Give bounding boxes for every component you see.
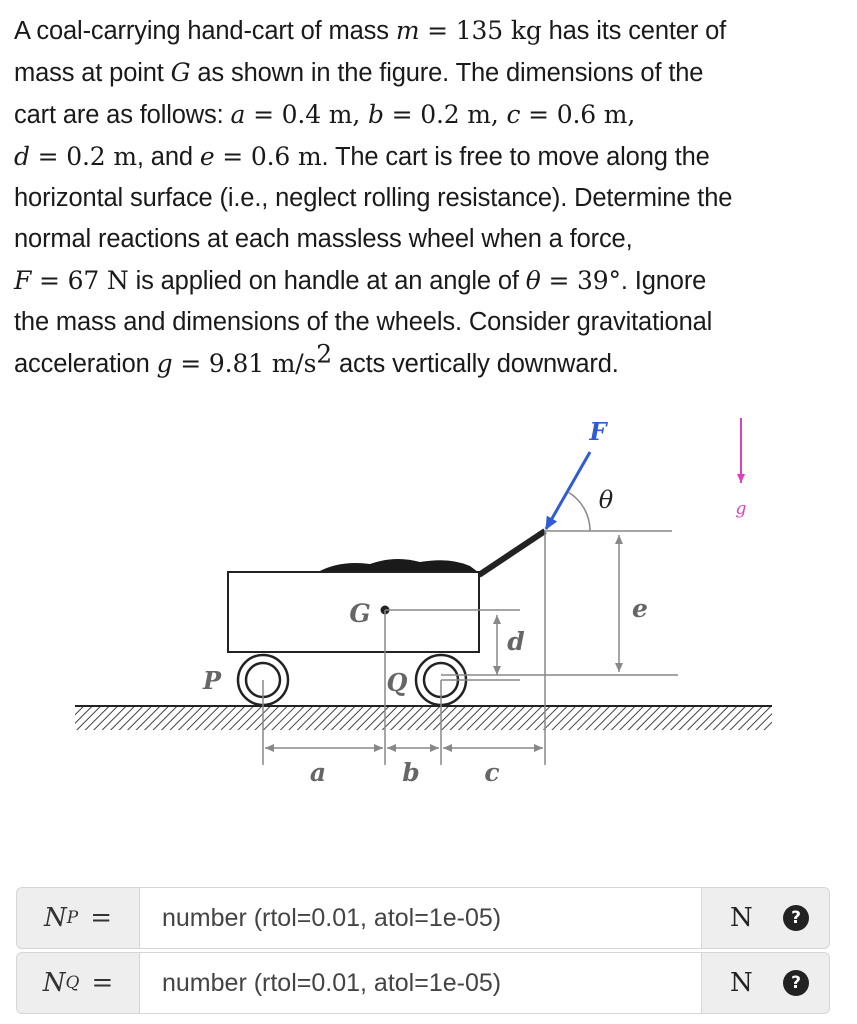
label-theta: θ — [598, 486, 614, 514]
nq-input[interactable] — [139, 952, 702, 1014]
problem-line-9: acceleration g = 9.81 $m/s^2$ acts vertically downward. — [14, 339, 619, 378]
label-c: c — [484, 758, 500, 787]
label-e: e — [632, 594, 648, 623]
label-g-point: G — [349, 599, 371, 628]
label-a: a — [309, 758, 327, 787]
problem-line-7: F = 67 N is applied on handle at an angle of θ = 39°. Ignore — [14, 266, 707, 295]
theta-arc — [568, 492, 590, 531]
answer-unit-np: N ? — [702, 887, 830, 949]
help-icon[interactable]: ? — [783, 970, 809, 996]
label-p: P — [202, 666, 222, 695]
answer-unit-nq: N ? — [702, 952, 830, 1014]
label-f: F — [589, 417, 607, 446]
problem-line-2: mass at point G as shown in the figure. The dimensions of the — [14, 58, 704, 87]
problem-line-6: normal reactions at each massless wheel when a force, — [14, 225, 633, 253]
problem-line-3: cart are as follows: a = 0.4 m, b = 0.2 m, c = 0.6 m, — [14, 100, 636, 129]
cart-handle — [479, 531, 545, 575]
answer-label-np: N P = — [16, 887, 139, 949]
help-icon[interactable]: ? — [783, 905, 809, 931]
problem-line-5: horizontal surface (i.e., neglect rolling resistance). Determine the — [14, 184, 733, 212]
coal-pile — [318, 559, 478, 572]
label-b: b — [402, 758, 420, 787]
label-d: d — [507, 627, 525, 656]
answer-row-np — [16, 887, 830, 949]
force-f-arrow — [546, 452, 590, 529]
np-input[interactable] — [139, 887, 702, 949]
problem-line-8: the mass and dimensions of the wheels. Consider gravitational — [14, 308, 713, 336]
answer-label-nq: N Q = — [16, 952, 139, 1014]
problem-statement — [14, 10, 844, 385]
ground-hatch — [75, 706, 772, 730]
problem-line-1: A coal-carrying hand-cart of mass m = 135 kg has its center of — [14, 16, 727, 45]
label-q: Q — [386, 668, 408, 697]
cart-diagram — [0, 400, 857, 820]
label-g: g — [735, 499, 747, 519]
problem-line-4: d = 0.2 m, and e = 0.6 m. The cart is free to move along the — [14, 142, 710, 171]
answer-row-nq — [16, 952, 830, 1014]
